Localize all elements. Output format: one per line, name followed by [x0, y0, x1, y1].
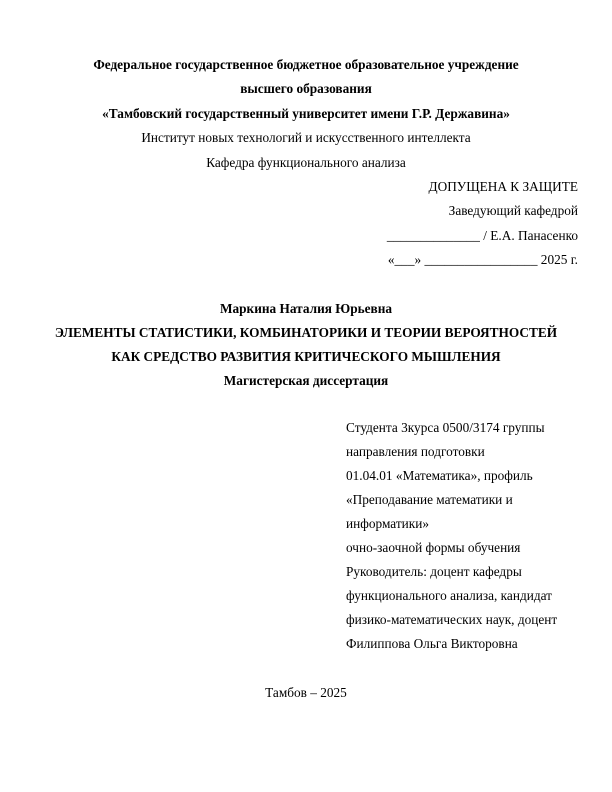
student-info-line: физико-математических наук, доцент — [346, 612, 558, 627]
student-info-line: Студента 3курса 0500/3174 группы — [346, 420, 545, 435]
thesis-type: Магистерская диссертация — [223, 373, 389, 388]
university-name: «Тамбовский государственный университет имени Г.Р. Державина» — [102, 106, 510, 121]
department-name: Кафедра функционального анализа — [206, 155, 406, 170]
student-info-line: направления подготовки — [346, 444, 485, 459]
city-year: Тамбов – 2025 — [265, 685, 347, 700]
org-line-2: высшего образования — [240, 81, 372, 96]
approval-signature: ______________ / Е.А. Панасенко — [386, 228, 578, 243]
org-line-1: Федеральное государственное бюджетное образовательное учреждение — [93, 57, 519, 72]
student-info-line: 01.04.01 «Математика», профиль — [346, 468, 533, 483]
author-name: Маркина Наталия Юрьевна — [219, 301, 393, 316]
approval-stamp: ДОПУЩЕНА К ЗАЩИТЕ — [428, 179, 578, 194]
student-info-line: Филиппова Ольга Викторовна — [346, 636, 518, 651]
student-info-line: информатики» — [346, 516, 429, 531]
approval-date: «___» _________________ 2025 г. — [387, 252, 578, 267]
thesis-title-line-1: ЭЛЕМЕНТЫ СТАТИСТИКИ, КОМБИНАТОРИКИ И ТЕОРИИ ВЕРОЯТНОСТЕЙ — [54, 325, 558, 340]
institute-name: Институт новых технологий и искусственного интеллекта — [141, 130, 471, 145]
student-info-line: функционального анализа, кандидат — [346, 588, 552, 603]
approval-head: Заведующий кафедрой — [448, 203, 578, 218]
student-info-line: «Преподавание математики и — [346, 492, 513, 507]
student-info-line: очно-заочной формы обучения — [346, 540, 521, 555]
student-info-line: Руководитель: доцент кафедры — [346, 564, 522, 579]
thesis-title-line-2: КАК СРЕДСТВО РАЗВИТИЯ КРИТИЧЕСКОГО МЫШЛЕНИЯ — [111, 349, 501, 364]
